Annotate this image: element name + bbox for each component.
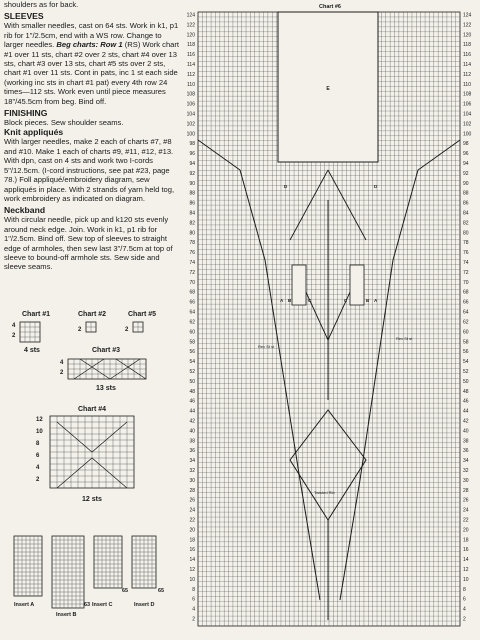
chart6-row-number: 70 [463, 279, 469, 286]
chart6-row-number: 6 [192, 596, 195, 603]
chart6-rev-st-label: Rev St st [258, 344, 275, 349]
chart6-row-number: 90 [463, 180, 469, 187]
chart6-row-number: 92 [189, 170, 195, 177]
chart6-row-number: 28 [463, 487, 469, 494]
sleeves-text [4, 21, 180, 106]
chart6-row-number: 84 [189, 210, 195, 217]
chart6-row-number: 48 [463, 388, 469, 395]
chart6-row-number: 76 [463, 250, 469, 257]
chart6-row-number: 76 [189, 250, 195, 257]
insert-d-label: Insert D [134, 602, 155, 608]
chart6-row-number: 26 [463, 497, 469, 504]
chart6-row-number: 2 [463, 616, 466, 623]
chart3-title: Chart #3 [92, 347, 121, 354]
chart6-row-number: 124 [186, 12, 195, 19]
chart6-row-number: 2 [192, 616, 195, 623]
chart3-cells [68, 359, 146, 379]
chart3-row-label: 2 [60, 370, 64, 376]
finishing-text: Block pieces. Sew shoulder seams. [4, 118, 124, 128]
chart6-row-number: 98 [463, 141, 469, 148]
chart6-row-number: 44 [189, 408, 195, 415]
chart6-label-b: B [366, 298, 370, 303]
chart6-row-number: 52 [189, 368, 195, 375]
chart4-row-label: 6 [36, 453, 40, 459]
chart6-row-number: 114 [187, 61, 195, 68]
chart1-row-label: 2 [12, 333, 16, 339]
chart6-row-number: 16 [189, 547, 195, 554]
chart6-row-number: 70 [189, 279, 195, 286]
insert-row-number: 65 [122, 588, 129, 594]
neckband-text: With circular needle, pick up and k120 sts evenly around neck edge. Join. Work in k1, p1 rib for 1"/2.5cm. Bind off. Sew top of sleeves to straight edge of armholes, then sew last 3"/7.5cm at top of sleeve to bound-off armhole sts. Sew side and sleeve seams. [4, 215, 173, 272]
chart4-sts: 12 sts [82, 496, 102, 503]
chart6-row-number: 98 [189, 141, 195, 148]
chart6-row-number: 54 [463, 359, 469, 366]
insert-c-shape [94, 536, 122, 588]
chart6-row-number: 88 [463, 190, 469, 197]
chart6-row-number: 114 [463, 61, 471, 68]
insert-b-shape [52, 536, 84, 608]
chart6-row-number: 14 [189, 557, 195, 564]
chart6-row-number: 32 [189, 468, 195, 475]
chart6-row-number: 100 [463, 131, 472, 138]
chart6-row-number: 18 [189, 537, 195, 544]
chart6-row-number: 102 [463, 121, 472, 128]
chart6-row-number: 94 [463, 161, 469, 168]
top-line: shoulders as for back. [4, 0, 79, 9]
chart6-row-number: 66 [189, 299, 195, 306]
chart6-row-number: 44 [463, 408, 469, 415]
chart4-grid [36, 414, 146, 494]
chart6-twisted-rib-label: Twisted Rib [314, 490, 335, 495]
chart6-row-number: 72 [189, 269, 195, 276]
chart6-row-number: 106 [463, 101, 472, 108]
chart6-row-number: 120 [186, 32, 195, 39]
insert-row-number: 63 [84, 602, 91, 608]
insert-b-label: Insert B [56, 612, 77, 618]
chart6-row-number: 104 [463, 111, 472, 118]
sleeves-text-1: With smaller needles, cast on 64 sts. Work in k1, p1 rib for 1"/2.5cm, end with a WS row. Change to larger needles. [4, 21, 179, 50]
chart6-label-a: A [374, 298, 378, 303]
sleeves-heading: SLEEVES [4, 11, 44, 22]
chart6-row-number: 64 [463, 309, 469, 316]
chart6-row-number: 40 [463, 428, 469, 435]
chart2-title: Chart #2 [78, 311, 107, 318]
chart6-row-number: 66 [463, 299, 469, 306]
chart6-row-number: 56 [189, 349, 195, 356]
chart6-row-number: 72 [463, 269, 469, 276]
chart6-row-number: 30 [189, 477, 195, 484]
chart1-cells [20, 322, 40, 342]
chart6-row-number: 106 [186, 101, 195, 108]
chart5-grid [125, 320, 147, 334]
chart6-row-number: 56 [463, 349, 469, 356]
chart6-row-number: 38 [463, 438, 469, 445]
chart5-title: Chart #5 [128, 311, 157, 318]
chart4-row-label: 2 [36, 477, 40, 483]
chart4-row-label: 10 [36, 429, 43, 435]
chart6-row-number: 12 [463, 567, 469, 574]
chart6-row-number: 42 [189, 418, 195, 425]
chart6-row-number: 82 [189, 220, 195, 227]
chart6-row-number: 112 [463, 71, 471, 78]
chart6-row-number: 122 [186, 22, 195, 29]
chart6-row-number: 28 [189, 487, 195, 494]
chart6-label-b: B [288, 298, 292, 303]
chart6-row-number: 80 [463, 230, 469, 237]
chart6-row-number: 10 [189, 576, 195, 583]
chart6-row-number: 34 [463, 458, 469, 465]
chart6-row-number: 58 [463, 339, 469, 346]
chart6-row-number: 92 [463, 170, 469, 177]
chart6-row-number: 20 [463, 527, 469, 534]
chart6-row-number: 116 [463, 52, 471, 59]
appliques-text: With larger needles, make 2 each of charts #7, #8 and #10. Make 1 each of charts #9, #11, #12, #13. With dpn, cast on 4 sts and work two I-cords 5"/12.5cm. (I-cord instructions, see pat #23, page 78.) Foll appliqué/embroidery diagram, sew appliqués in place. With 2 strands of yarn held tog, work embroidery as indicated on diagram. [4, 137, 175, 203]
chart6-row-number: 50 [463, 378, 469, 385]
chart6-row-number: 100 [186, 131, 195, 138]
chart3-sts: 13 sts [96, 385, 116, 392]
chart6-row-number: 32 [463, 468, 469, 475]
chart6-title: Chart #6 [318, 4, 342, 10]
chart6-row-number: 86 [189, 200, 195, 207]
chart6-row-number: 30 [463, 477, 469, 484]
chart6-row-number: 54 [189, 359, 195, 366]
chart6-insert-right [350, 265, 364, 305]
chart6-row-number: 20 [189, 527, 195, 534]
chart6-row-number: 96 [463, 151, 469, 158]
chart6-row-number: 110 [463, 81, 471, 88]
chart6-row-number: 24 [189, 507, 195, 514]
chart6-row-number: 40 [189, 428, 195, 435]
chart6-row-number: 50 [189, 378, 195, 385]
chart6-row-number: 110 [187, 81, 195, 88]
chart6-row-number: 14 [463, 557, 469, 564]
chart1-title: Chart #1 [22, 311, 51, 318]
chart6-row-number: 122 [463, 22, 472, 29]
chart6-row-number: 96 [189, 151, 195, 158]
sleeves-text-2: (RS) Work chart #1 over 11 sts, chart #2 over 2 sts, chart #4 over 13 sts, chart #3 over 13 sts, chart #5 sts over 2 sts, chart #1 over 11 sts. Cont in pats, inc 1 st each side (working inc sts in chart #1 pat) every 4th row 24 times—112 sts. Work even until piece measures 18"/45.5cm from beg. Bind off. [4, 40, 180, 106]
chart6-insert-left [292, 265, 306, 305]
chart6-row-number: 78 [189, 240, 195, 247]
neckband-heading: Neckband [4, 205, 46, 216]
chart6-row-number: 90 [189, 180, 195, 187]
inserts-diagram [8, 530, 180, 630]
insert-c-label: Insert C [92, 602, 113, 608]
chart6-row-number: 62 [189, 319, 195, 326]
chart4-row-label: 4 [36, 465, 40, 471]
chart6-row-number: 34 [189, 458, 195, 465]
chart6-row-number: 108 [186, 91, 195, 98]
chart6-row-number: 112 [187, 71, 195, 78]
chart3-grid [60, 357, 156, 383]
chart6-row-number: 26 [189, 497, 195, 504]
chart6-row-number: 62 [463, 319, 469, 326]
chart6-row-number: 42 [463, 418, 469, 425]
chart6-row-number: 120 [463, 32, 472, 39]
chart6-row-number: 38 [189, 438, 195, 445]
chart4-title: Chart #4 [78, 406, 107, 413]
chart6-row-number: 118 [187, 42, 195, 49]
beg-charts-label: Beg charts: Row 1 [56, 40, 123, 50]
chart6-row-number: 46 [189, 398, 195, 405]
insert-d-shape [132, 536, 156, 588]
chart6-row-number: 60 [189, 329, 195, 336]
chart6-row-number: 12 [189, 567, 195, 574]
chart2-row-label: 2 [78, 327, 82, 333]
chart4-row-label: 12 [36, 417, 43, 423]
chart6-row-number: 88 [189, 190, 195, 197]
chart6-row-number: 4 [463, 606, 466, 613]
appliques-heading: Knit appliqués [4, 127, 64, 138]
chart6-row-number: 10 [463, 576, 469, 583]
chart6-label-c: C [344, 298, 348, 303]
chart6-row-number: 108 [463, 91, 472, 98]
chart6-row-number: 102 [186, 121, 195, 128]
chart6-label-d: D [374, 184, 378, 189]
chart4-row-label: 8 [36, 441, 40, 447]
chart6-row-number: 74 [463, 260, 469, 267]
chart6-rev-st-label: Rev St st [396, 336, 413, 341]
chart6-row-number: 68 [189, 289, 195, 296]
chart6-row-number: 22 [189, 517, 195, 524]
chart6-label-e: E [326, 86, 330, 92]
chart6-label-d: D [284, 184, 288, 189]
chart6-row-number: 124 [463, 12, 472, 19]
chart1-sts: 4 sts [24, 347, 40, 354]
finishing-heading: FINISHING [4, 108, 48, 119]
chart6-row-number: 94 [189, 161, 195, 168]
chart6-label-c: C [308, 298, 312, 303]
chart6-row-number: 82 [463, 220, 469, 227]
chart5-row-label: 2 [125, 327, 129, 333]
chart6-row-number: 8 [192, 586, 195, 593]
chart6-row-number: 60 [463, 329, 469, 336]
chart5-cells [133, 322, 143, 332]
chart2-cells [86, 322, 96, 332]
chart6-row-number: 18 [463, 537, 469, 544]
chart6-row-number: 78 [463, 240, 469, 247]
chart6-row-number: 68 [463, 289, 469, 296]
chart1-row-label: 4 [12, 323, 16, 329]
chart6-row-number: 74 [189, 260, 195, 267]
chart6-diagram [180, 0, 480, 640]
chart1-grid [12, 320, 42, 346]
chart6-row-number: 52 [463, 368, 469, 375]
chart6-row-number: 22 [463, 517, 469, 524]
chart6-row-number: 46 [463, 398, 469, 405]
chart6-label-a: A [280, 298, 284, 303]
insert-row-number: 65 [158, 588, 165, 594]
chart6-row-number: 116 [187, 52, 195, 59]
chart6-row-number: 86 [463, 200, 469, 207]
chart6-row-number: 4 [192, 606, 195, 613]
chart6-row-number: 16 [463, 547, 469, 554]
chart3-row-label: 4 [60, 360, 64, 366]
chart6-row-number: 80 [189, 230, 195, 237]
chart6-row-number: 58 [189, 339, 195, 346]
insert-a-label: Insert A [14, 602, 35, 608]
chart6-row-number: 6 [463, 596, 466, 603]
chart6-row-number: 118 [463, 42, 471, 49]
chart6-row-number: 48 [189, 388, 195, 395]
insert-c-shape-frame [94, 536, 122, 588]
chart6-row-number: 104 [186, 111, 195, 118]
chart6-row-number: 64 [189, 309, 195, 316]
chart6-row-number: 84 [463, 210, 469, 217]
insert-a-shape-frame [14, 536, 42, 596]
chart6-row-number: 8 [463, 586, 466, 593]
chart6-row-number: 36 [189, 448, 195, 455]
chart2-grid [78, 320, 100, 334]
insert-a-shape [14, 536, 42, 596]
chart6-row-number: 24 [463, 507, 469, 514]
chart6-row-number: 36 [463, 448, 469, 455]
